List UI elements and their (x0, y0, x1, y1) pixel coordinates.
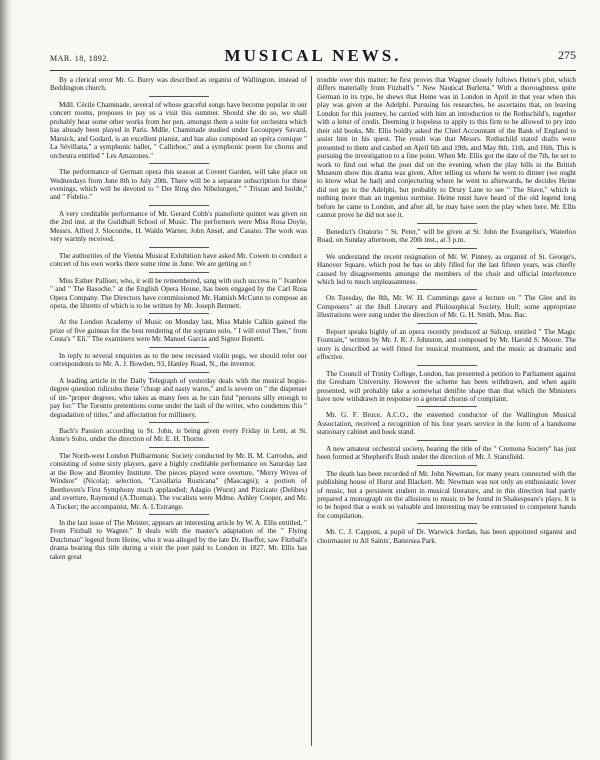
item-separator (149, 205, 209, 206)
item-separator (149, 347, 209, 348)
news-item: A leading article in the Daily Telegraph of yesterday deals with the musical bogus-degree question ridicules these "cheap and nasty wares," and is severe on " the dispenser of im-"proper degrees, who takes as many fees as he can find "persons silly enough to pay for." The Toronto pretentions come under the lash of the writer, who condemns this " degradation of titles," and affectation for millinery. (50, 376, 307, 419)
news-item: The performance of German opera this season at Covent Garden, will take place on Wednesdays from June 8th to July 20th. There will be a separate subscription for these evenings, which will be devoted to " Der Ring des Nibelungen," " Tristan and Isolde," and " Fidelio." (50, 168, 307, 202)
item-separator (417, 223, 477, 224)
item-separator (417, 289, 477, 290)
item-separator (149, 447, 209, 448)
news-item: A new amateur orchestral society, bearing the title of the " Cremona Society" has just been formed at Shepherd's Bush under the direction of Mr. J. Stansfield. (317, 444, 576, 462)
item-separator (149, 96, 209, 97)
item-separator (417, 323, 477, 324)
news-item: On Tuesday, the 8th, Mr. W. H. Cummings gave a lecture on " The Glee and its Composers" at the Hull Literary and Philosophical Society, Hull; some appropriate illustrations were sung under the direction of Mr. G. H. Smith, Mus. Bac. (317, 294, 576, 320)
news-item: In the last issue of The Meister, appears an interesting article by W. A. Ellis entitled, " From Fitzball to Wagner." It deals with the master's adaptation of the " Flying Dutchman" legend from Heine, who it was alleged by the late Dr. Hueffer, saw Fitzball's drama bearing this title during a visit the poet paid to London in 1827. Mr. Ellis has taken great (50, 519, 307, 561)
news-item: A very creditable performance of Mr. Gerard Cobb's pianoforte quintet was given on the 2nd inst. at the Guildhall School of Music. The performers were Miss Rosa Doyle, Messrs. Alfred J. Slocombe, H. Waldo Warner, John Ansel, and Casano. The work was very warmly received. (50, 209, 307, 244)
news-item: Mdll. Cécile Chaminade, several of whose graceful songs have become popular in our concert rooms, proposes to pay us a visit this summer. Should she do so, we shall probably hear some other works from her pen, amongst them a suite for orchestra which has already been played in Paris. Mdlle. Chaminade studied under Lecouppey Savard, Marsick, and Godard, is an excellent pianist, and has also composed an opéra comique " La Sévillana," a symphonic ballet, " Callirhoe," and a symphonic poem for chorus and orchestra entitled " Les Amazones." (50, 100, 307, 160)
issue-date: MAR. 18, 1892. (50, 54, 110, 63)
left-column (50, 76, 307, 564)
news-item: Mr. C. J. Capponi, a pupil of Dr. Warwick Jordan, has been appointed organist and choirmaster to All Saints', Battersea Park. (317, 528, 576, 545)
news-item: By a clerical error Mr. G. Burry was described as organist of Wallington, instead of Beddington church. (50, 76, 307, 93)
item-separator (149, 372, 209, 373)
masthead-title: MUSICAL NEWS. (224, 46, 402, 65)
news-item: The Council of Trinity College, London, has presented a petition to Parliament against the Gresham University. However the scheme has been withdrawn, and when again presented, will probably take a somewhat denifite shape than that which the Ministers have now withdrawn in response to a general chorus of complaint. (317, 369, 576, 403)
news-item: At the London Academy of Music on Monday last, Miss Mable Calkin gained the prize of five guineas for the best rendering of the soprano solo, " I will extol Thee," from Costa's " Eli." The examiners were Mr. Manuel Garcia and Signor Bonetti. (50, 318, 307, 344)
item-separator (417, 440, 477, 441)
news-item: Benedict's Oratorio " St. Peter," will be given at St. John the Evangelist's, Waterloo Road, on Sunday afternoon, the 20th inst., at 3 p.m. (317, 227, 576, 245)
news-item: Report speaks highly of an opera recently produced at Sidcup, entitled " The Magic Fountain," written by Mr. J. R. J. Johnston, and composed by Mr. Harold S. Moore. The story is described as well fitted for musical treatment, and the music as dramatic and effective. (317, 327, 576, 362)
news-item: The North-west London Philharmonic Society conducted by Mr. B. M. Carrodus, and consisting of some sixty players, gave a highly creditable performance on Saturday last at the Bow and Bromley Institute. The pieces played were overture, "Merry Wives of Windsor" (Nicola); selection, "Cavallaria Rusticana" (Mascagni); a portion of Beethoven's First Symphony much applauded; Adagio (Wurst) and Pizzicato (Delibes) and overture, Raymond (A.Thomas). The vocalists were Mdme. Ashley Cooper, and Mr. A Tucker; the accompanist, Mr. A. L'Estrange. (50, 451, 307, 511)
item-separator (417, 406, 477, 407)
news-item: Mr. G. F. Bruce, A.C.O., the esteemed conductor of the Wallington Musical Association, received a recognition of his four years service in the form of a handsome stationary cabinet and book stand. (317, 411, 576, 437)
page-binding-shadow (0, 0, 12, 760)
item-separator (149, 313, 209, 314)
item-separator (417, 248, 477, 249)
item-separator (417, 465, 477, 466)
item-separator (149, 247, 209, 248)
news-item: We understand the recent resignation of Mr. W. Pinney, as organist of St. George's, Hanover Square, which post he has so ably filled for the last fifteen years, was chiefly caused by disagreements amongst the members of the choir and official interference which led to much unpleasantness. (317, 252, 576, 286)
item-separator (149, 163, 209, 164)
item-separator (417, 523, 477, 524)
item-separator (149, 272, 209, 273)
header-rule (50, 70, 576, 71)
right-column (317, 76, 576, 548)
news-item: In reply to several enquiries as to the new recessed violin pegs, we should refer our correspondents to Mr. A. J. Bowden, 93, Hanley Road, N., the inventor. (50, 351, 307, 369)
item-separator (149, 514, 209, 515)
item-separator (149, 422, 209, 423)
news-item: The death has been recorded of Mr. John Newman, for many years connected with the publishing house of Hurst and Blackett. Mr. Newman was not only an enthusiastic lover of music, but a persistent student in musical literature, and in this direction had partly prepared a monograph on the allusions to music to be found in Shakespeare's plays. It is to be hoped that a work so valuable and interesting may be entrusted to competent hands for compilation. (317, 469, 576, 520)
news-item-continued: trouble over this matter; he first proves that Wagner closely follows Heine's plot, which differs materially from Fitzball's " New Nautical Burletta." With a thoroughness quite German in its type, he shews that Heine was in London in April in that year when this play was given at the Adelphi. Pursuing his researches, he ascertains that, on leaving London for this journey, he carried with him an introduction to the Rothschild's, together with a letter of credit. Deeming it hopeless to apply to this firm to be allowed to pry into their old books, Mr. Ellis boldly asked the Chief Accountant of the Bank of England to assist him in his quest. The result was that Messrs. Rothschild stated drafts were presented to them and cashed on April 6th and 19th, and May 8th, 11th, and 16th. This is pursuing the investigation to a fine point. When Mr. Ellis got the date of the 7th, he set to work to find out what the poet did on the evening when the play bills in the British Museum show this drama was given. After telling us where he went to dinner (we ought to know what he had) and conjecturing where he went to afterwards, he decides Heine did not go to the Adelphi, but probably to Drury Lane to see " The Slave," which is nothing more than an ingenius surmise. Heine must have heard of the old legend long before he came to London, and after all, he may have seen the play when here. Mr. Ellis cannot prove he did not see it. (317, 76, 576, 220)
column-rule (311, 76, 312, 746)
news-item: Bach's Passion according to St. John, is being given every Friday in Lent, at St. Anne's Soho, under the direction of Mr. E. H. Thorne. (50, 426, 307, 444)
news-item: Miss Esther Palliser, who, it will be remembered, sang with such success in " Ivanhoe " and " The Basoche," at the English Opera House, has been engaged by the Carl Rosa Opera Company. The Directors have commissioned Mr. Hamish McCunn to compose an opera, the libretto of which is to be written by Mr. Joseph Bennett. (50, 276, 307, 310)
news-item: The authorities of the Vienna Musical Exhibition have asked Mr. Cowen to conduct a concert of his own works there some time in June. We are getting on ! (50, 251, 307, 269)
item-separator (417, 365, 477, 366)
page-number: 275 (558, 48, 576, 62)
page-header (50, 46, 576, 68)
